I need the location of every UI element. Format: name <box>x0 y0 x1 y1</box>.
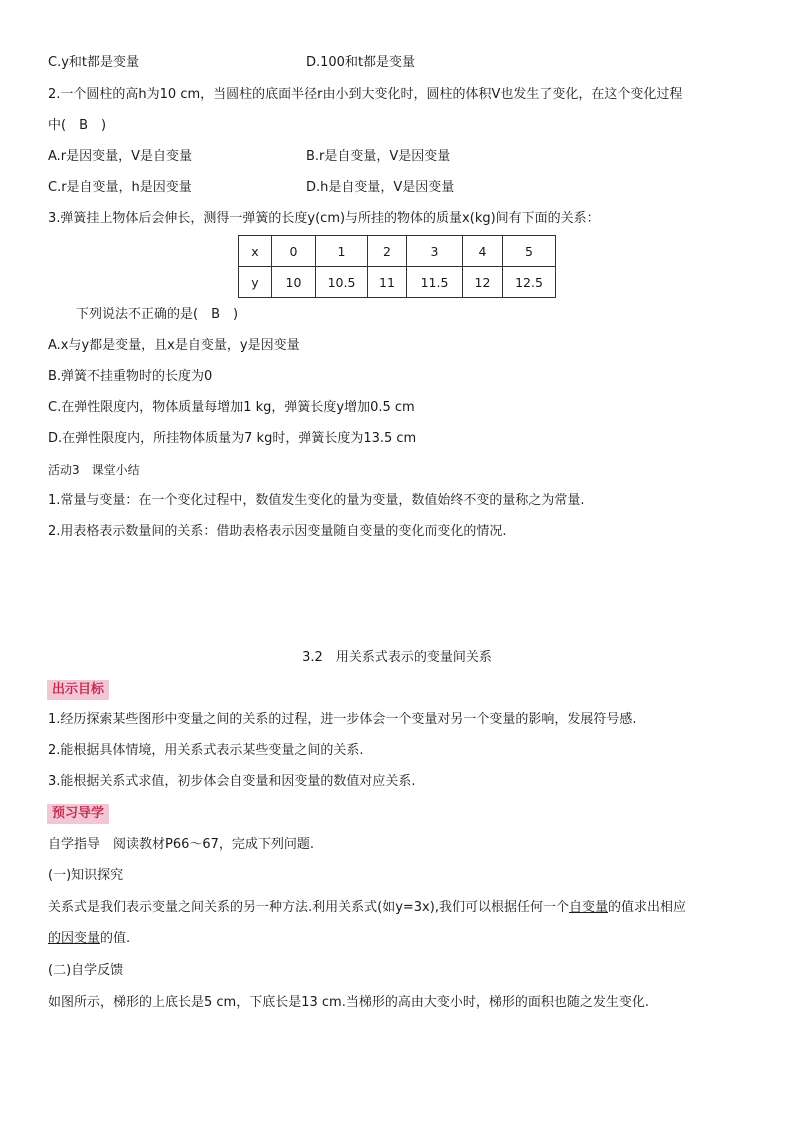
spring-data-table <box>238 235 556 298</box>
table-cell: 10.5 <box>316 267 368 298</box>
table-cell: 11 <box>368 267 407 298</box>
table-cell: y <box>239 267 272 298</box>
table-cell: 12 <box>463 267 503 298</box>
table-cell: 10 <box>272 267 316 298</box>
table-cell: 0 <box>272 236 316 267</box>
table-row <box>239 236 556 267</box>
q3-option-a: A.x与y都是变量，且x是自变量，y是因变量 <box>48 338 300 353</box>
table-cell: 4 <box>463 236 503 267</box>
table-cell: x <box>239 236 272 267</box>
q2-stem-line2: 中( B ) <box>48 118 107 133</box>
table-cell: 5 <box>503 236 556 267</box>
q1-option-d: D.100和t都是变量 <box>306 55 416 70</box>
q3-option-d: D.在弹性限度内，所挂物体质量为7 kg时，弹簧长度为13.5 cm <box>48 431 417 446</box>
table-cell: 2 <box>368 236 407 267</box>
q3-stem: 3.弹簧挂上物体后会伸长，测得一弹簧的长度y(cm)与所挂的物体的质量x(kg)间有下面的关系： <box>48 211 600 226</box>
q3-option-c: C.在弹性限度内，物体质量每增加1 kg，弹簧长度y增加0.5 cm <box>48 400 415 415</box>
goals-tag: 出示目标 <box>47 680 109 700</box>
q1-option-c: C.y和t都是变量 <box>48 55 140 70</box>
q2-option-d: D.h是自变量，V是因变量 <box>306 180 455 195</box>
table-cell: 3 <box>407 236 463 267</box>
q2-option-c: C.r是自变量，h是因变量 <box>48 180 192 195</box>
answer-blank-dependent: 的因变量 <box>48 931 101 946</box>
goal-1: 1.经历探索某些图形中变量之间的关系的过程，进一步体会一个变量对另一个变量的影响，发展符号感. <box>48 712 637 727</box>
knowledge-text-tail: 的值. <box>100 931 131 946</box>
part-2-heading: (二)自学反馈 <box>48 963 124 978</box>
summary-point-1: 1.常量与变量：在一个变化过程中，数值发生变化的量为变量，数值始终不变的量称之为常量. <box>48 493 585 508</box>
activity3-heading: 活动3 课堂小结 <box>48 463 140 477</box>
part-1-heading: (一)知识探究 <box>48 868 124 883</box>
goal-2: 2.能根据具体情境，用关系式表示某些变量之间的关系. <box>48 743 364 758</box>
q3-option-b: B.弹簧不挂重物时的长度为0 <box>48 369 213 384</box>
table-cell: 11.5 <box>407 267 463 298</box>
table-row <box>239 267 556 298</box>
summary-point-2: 2.用表格表示数量间的关系：借助表格表示因变量随自变量的变化而变化的情况. <box>48 524 507 539</box>
preview-tag: 预习导学 <box>47 804 109 824</box>
goal-3: 3.能根据关系式求值，初步体会自变量和因变量的数值对应关系. <box>48 774 416 789</box>
knowledge-text-end: 的值求出相应 <box>607 900 686 915</box>
q2-stem-line1: 2.一个圆柱的高h为10 cm，当圆柱的底面半径r由小到大变化时，圆柱的体积V也发生了变化，在这个变化过程 <box>48 87 683 102</box>
knowledge-paragraph-line1 <box>48 899 686 917</box>
self-study-guide: 自学指导 阅读教材P66～67，完成下列问题. <box>48 837 315 852</box>
feedback-text: 如图所示，梯形的上底长是5 cm，下底长是13 cm.当梯形的高由大变小时，梯形的面积也随之发生变化. <box>48 995 649 1010</box>
knowledge-text: 关系式是我们表示变量之间关系的另一种方法.利用关系式(如y=3x),我们可以根据任何一个 <box>48 900 569 915</box>
q3-question: 下列说法不正确的是( B ) <box>76 307 239 322</box>
table-cell: 12.5 <box>503 267 556 298</box>
table-cell: 1 <box>316 236 368 267</box>
answer-blank-independent: 自变量 <box>568 900 608 915</box>
knowledge-paragraph-line2 <box>48 930 130 948</box>
q2-option-b: B.r是自变量，V是因变量 <box>306 149 451 164</box>
section-title: 3.2 用关系式表示的变量间关系 <box>302 650 492 665</box>
q2-option-a: A.r是因变量，V是自变量 <box>48 149 193 164</box>
